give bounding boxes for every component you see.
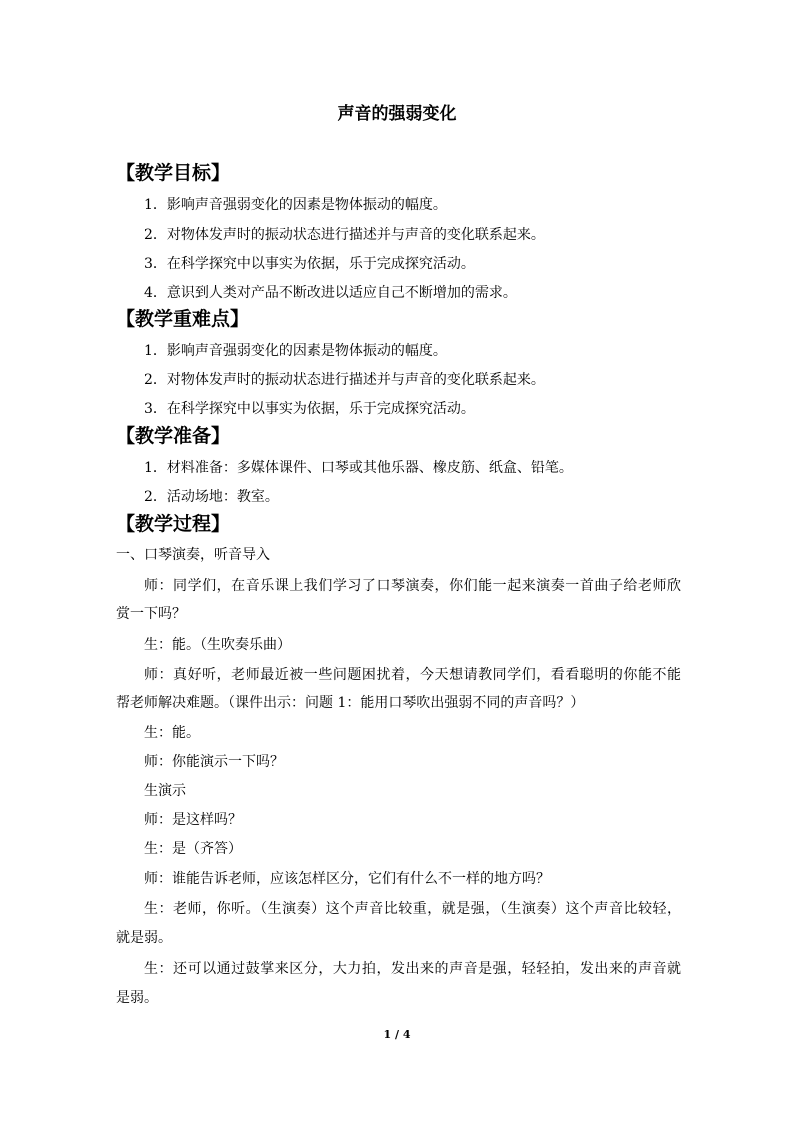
goal-item-2: 2．对物体发声时的振动状态进行描述并与声音的变化联系起来。 [144, 227, 545, 243]
goal-item-1: 1．影响声音强弱变化的因素是物体振动的幅度。 [144, 197, 447, 213]
process-line-2: 赏一下吗？ [116, 606, 186, 622]
document-title: 声音的强弱变化 [337, 104, 457, 124]
goal-item-3: 3．在科学探究中以事实为依据，乐于完成探究活动。 [144, 256, 475, 272]
process-line-3: 生：能。（生吹奏乐曲） [144, 637, 291, 653]
process-line-12: 生：老师，你听。（生演奏）这个声音比较重，就是强，（生演奏）这个声音比较轻， [144, 901, 681, 917]
process-line-8: 生演示 [144, 783, 186, 799]
process-line-13: 就是弱。 [116, 930, 172, 946]
process-subheading: 一、口琴演奏，听音导入 [116, 547, 270, 563]
process-line-14: 生：还可以通过鼓掌来区分，大力拍，发出来的声音是强，轻轻拍，发出来的声音就 [144, 961, 681, 977]
section-heading-process: 【教学过程】 [116, 513, 231, 535]
preparation-item-2: 2．活动场地：教室。 [144, 489, 279, 505]
process-line-5: 帮老师解决难题。（课件出示：问题 1：能用口琴吹出强弱不同的声音吗？） [116, 695, 585, 711]
section-heading-goals: 【教学目标】 [116, 162, 231, 184]
section-heading-key-points: 【教学重难点】 [116, 308, 250, 330]
process-line-11: 师：谁能告诉老师，应该怎样区分，它们有什么不一样的地方吗？ [144, 871, 550, 887]
section-heading-preparation: 【教学准备】 [116, 425, 231, 447]
goal-item-4: 4．意识到人类对产品不断改进以适应自己不断增加的需求。 [144, 285, 517, 301]
key-point-item-1: 1．影响声音强弱变化的因素是物体振动的幅度。 [144, 343, 447, 359]
key-point-item-2: 2．对物体发声时的振动状态进行描述并与声音的变化联系起来。 [144, 372, 545, 388]
process-line-7: 师：你能演示一下吗？ [144, 754, 284, 770]
process-line-1: 师：同学们，在音乐课上我们学习了口琴演奏，你们能一起来演奏一首曲子给老师欣 [144, 578, 681, 594]
process-line-4: 师：真好听，老师最近被一些问题困扰着，今天想请教同学们，看看聪明的你能不能 [144, 667, 681, 683]
process-line-15: 是弱。 [116, 990, 158, 1006]
process-line-10: 生：是（齐答） [144, 841, 242, 857]
process-line-6: 生：能。 [144, 725, 200, 741]
process-line-9: 师：是这样吗？ [144, 812, 242, 828]
preparation-item-1: 1．材料准备：多媒体课件、口琴或其他乐器、橡皮筋、纸盒、铅笔。 [144, 460, 573, 476]
key-point-item-3: 3．在科学探究中以事实为依据，乐于完成探究活动。 [144, 401, 475, 417]
page-number: 1 / 4 [383, 1028, 411, 1041]
